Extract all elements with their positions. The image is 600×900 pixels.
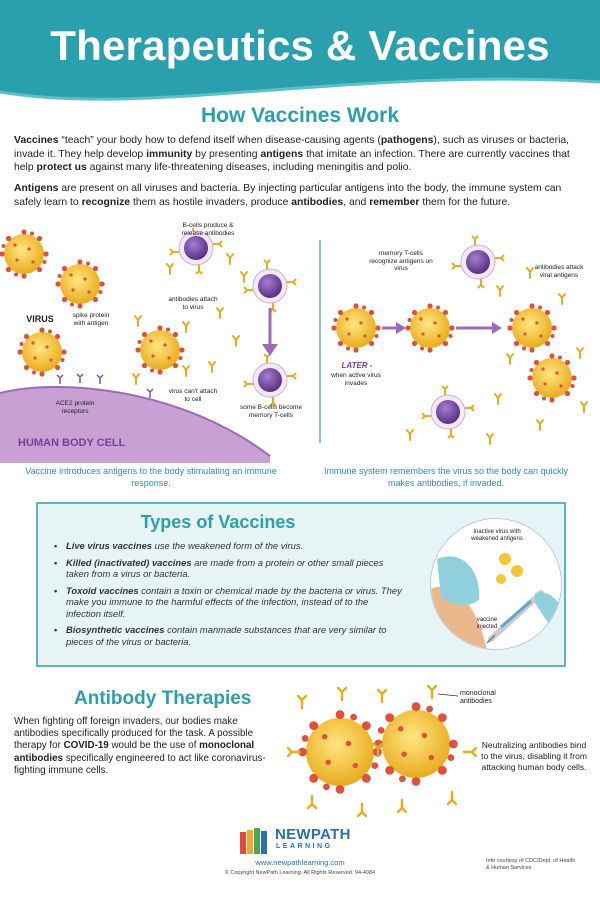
label-monoclonal-antibodies: monoclonal antibodies	[460, 690, 496, 705]
how-vaccines-para-2	[14, 182, 586, 209]
label-vaccine-injected: vaccine injected	[476, 617, 498, 630]
text-run: them as hostile invaders, produce	[130, 196, 292, 208]
header-banner	[0, 0, 600, 102]
neutralizing-antibodies-text: Neutralizing antibodies bind to the virus, disabling it from attacking human body cells.	[481, 740, 587, 772]
bold-term: remember	[369, 196, 420, 208]
text-run: “teach” your body how to defend itself when disease-causing agents (	[58, 135, 381, 146]
label-human-body-cell: HUMAN BODY CELL	[18, 437, 126, 449]
bold-term: COVID-19	[63, 740, 109, 752]
label-virus-cant-attach: virus can't attach to cell	[168, 388, 218, 403]
type-name: Biosynthetic vaccines	[66, 624, 165, 635]
type-item	[54, 585, 404, 620]
bold-term: pathogens	[380, 135, 434, 146]
label-bcells-produce: B-cells produce & release antibodies	[181, 222, 235, 237]
type-desc: use the weakened form of the virus.	[152, 540, 304, 551]
label-ace2-receptors: ACE2 protein receptors	[55, 400, 95, 415]
antibody-therapy-graphic	[282, 682, 482, 822]
types-list	[54, 540, 404, 652]
text-run: by presenting	[192, 148, 261, 160]
types-of-vaccines-box	[36, 502, 566, 667]
text-run: them for the future.	[419, 196, 511, 208]
text-run: , and	[343, 196, 370, 208]
antibody-therapies-para	[14, 716, 276, 777]
label-spike-protein: spike protein with antigen	[72, 312, 110, 327]
type-item	[54, 540, 404, 552]
caption-immune-remembers: Immune system remembers the virus so the body can quickly makes antibodies, if invaded.	[323, 466, 569, 488]
caption-vaccine-introduces: Vaccine introduces antigens to the body stimulating an immune response.	[25, 466, 277, 488]
text-run: are present on all viruses and bacteria. By injecting particular antigens into the body, the immune system can safely learn to	[14, 183, 562, 208]
vaccine-illustration	[0, 222, 600, 463]
text-run: against many life-threatening diseases, including meningitis and polio.	[86, 162, 412, 173]
footer-url: www.newpathlearning.com	[255, 858, 345, 867]
type-item	[54, 624, 404, 647]
bold-term: Vaccines	[14, 135, 59, 146]
label-later: LATER -	[341, 361, 373, 370]
vaccine-injection-illustration	[430, 518, 562, 650]
label-memory-recognize: memory T-cells recognize antigens on virus	[369, 250, 433, 272]
bold-term: recognize	[81, 196, 131, 208]
bold-term: antigens	[260, 148, 304, 160]
type-name: Live virus vaccines	[66, 540, 152, 551]
type-name: Killed (inactivated) vaccines	[66, 556, 192, 568]
logo-text-newpath: NEWPATH	[275, 826, 351, 843]
type-name: Toxoid vaccines	[66, 584, 139, 596]
footer-credit: Info courtesy of CDC/Dept. of Health & Human Services	[486, 858, 576, 871]
text-run: ), such as viruses or bacteria, invade it. They help develop	[14, 135, 570, 160]
how-vaccines-para-1	[14, 134, 586, 175]
text-run: would be the use of	[108, 740, 200, 752]
text-run: specifically engineered to act like coronavirus-fighting immune cells.	[14, 752, 266, 776]
text-run: When fighting off foreign invaders, our bodies make antibodies specifically produced for the task. A possible therapy for	[14, 716, 254, 752]
illustration-graphic	[0, 228, 600, 463]
label-virus: VIRUS	[26, 314, 54, 324]
antibody-therapies-title: Antibody Therapies	[74, 688, 252, 709]
type-item	[54, 557, 404, 580]
text-run: that imitate an infection. There are currently vaccines that help	[14, 148, 570, 173]
bold-term: protect us	[36, 162, 87, 173]
label-antibodies-attach: antibodies attach to virus	[168, 296, 218, 311]
label-inactive-virus: Inactive virus with weakened antigens	[471, 529, 523, 542]
label-memory-become: some B-cells become memory T-cells	[239, 404, 303, 419]
type-desc: contain a toxin or chemical made by the bacteria or virus. They make you immune to the harmful effects of the infection, instead of to the infection itself.	[66, 584, 402, 619]
bold-term: antibodies	[291, 196, 344, 208]
page-title: Therapeutics & Vaccines	[50, 22, 550, 69]
newpath-logo	[240, 826, 370, 856]
types-title: Types of Vaccines	[140, 512, 296, 532]
logo-books-icon	[240, 828, 272, 854]
bold-term: Antigens	[14, 183, 59, 194]
footer-copyright: © Copyright NewPath Learning. All Rights Reserved. 94-4084	[224, 870, 376, 876]
bold-term: immunity	[146, 148, 193, 160]
type-desc: are made from a protein or other small pieces taken from a virus or bacteria.	[66, 556, 384, 579]
type-desc: contain manmade substances that are very similar to pieces of the virus or bacteria.	[66, 624, 387, 647]
label-antibodies-attack: antibodies attack viral antigens	[534, 264, 584, 279]
how-vaccines-work-title: How Vaccines Work	[200, 104, 400, 127]
logo-text-learning: LEARNING	[276, 843, 333, 850]
label-when-invades: when active virus invades	[331, 372, 381, 387]
bold-term: monoclonal antibodies	[14, 740, 255, 764]
